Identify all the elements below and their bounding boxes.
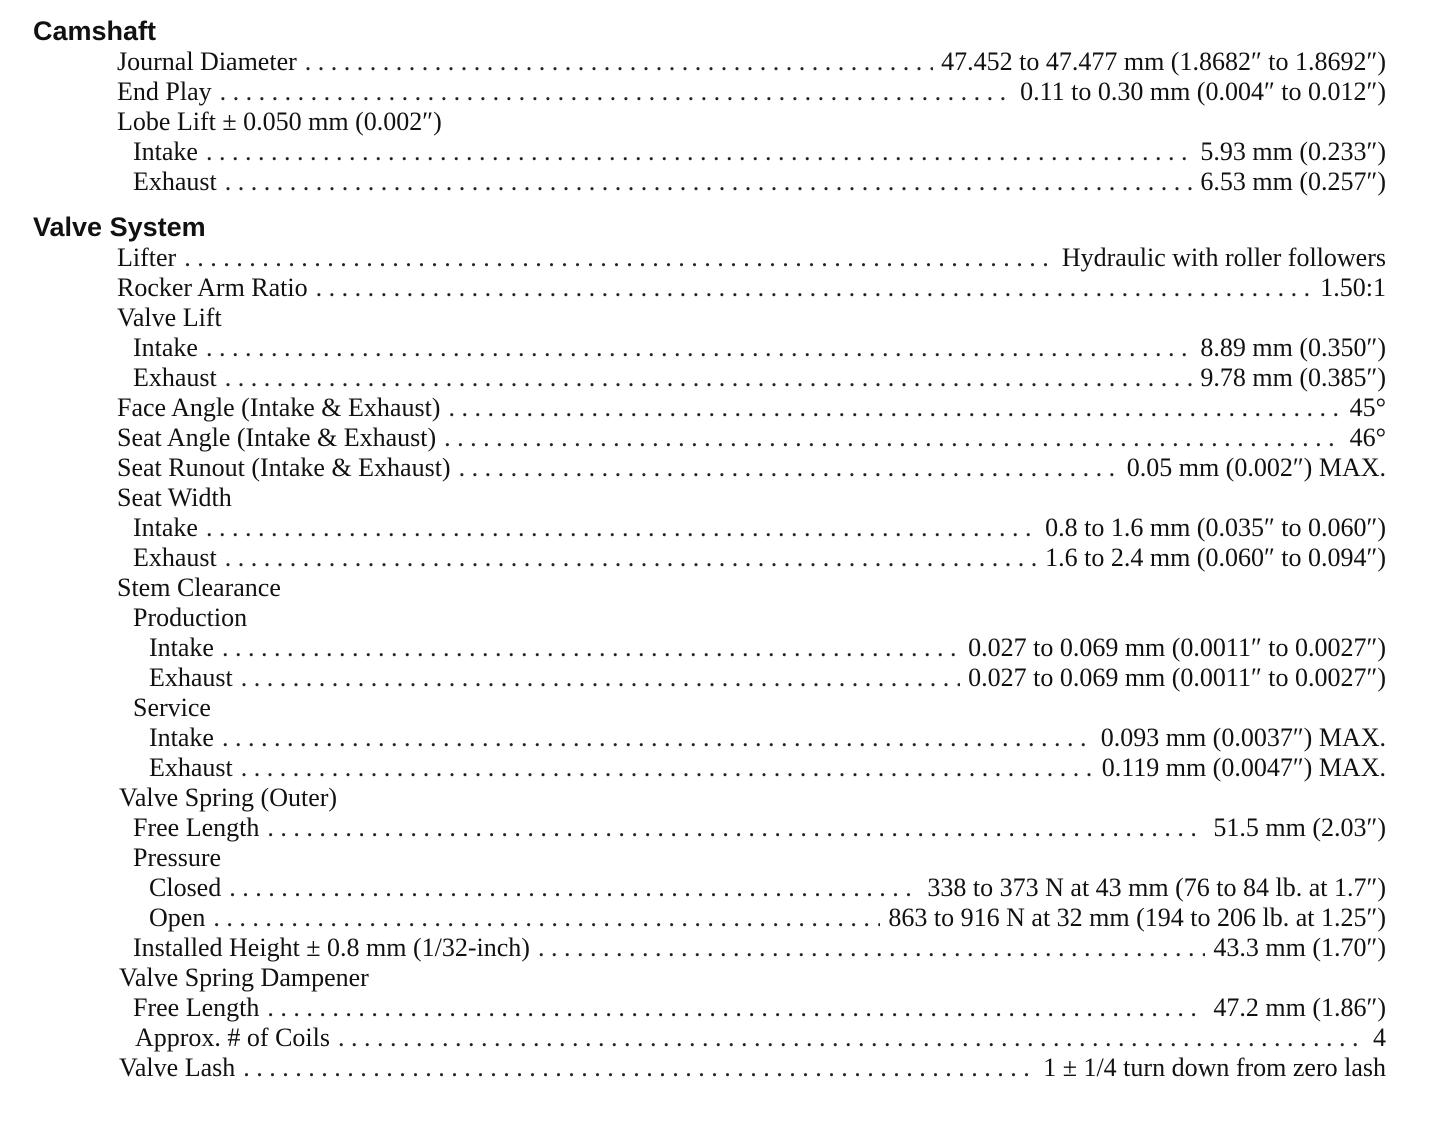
spec-label: Exhaust: [149, 663, 233, 692]
spec-label: End Play: [117, 77, 212, 106]
leader-dots: [184, 243, 1054, 273]
spec-row-lobe-lift-exhaust: [0, 167, 1456, 197]
spec-row-seat-width-intake: [0, 513, 1456, 543]
spec-heading-pressure: Pressure: [133, 843, 222, 872]
leader-dots: [305, 47, 933, 77]
spec-heading-stem-clearance: Stem Clearance: [117, 573, 281, 602]
spec-label: Exhaust: [149, 753, 233, 782]
leader-dots: [241, 663, 960, 693]
spec-value: 5.93 mm (0.233″): [1200, 137, 1386, 166]
spec-row-dampener-free-length: [0, 993, 1456, 1023]
spec-value: 51.5 mm (2.03″): [1213, 813, 1386, 842]
leader-dots: [225, 363, 1193, 393]
spec-value: 0.119 mm (0.0047″) MAX.: [1101, 753, 1386, 782]
section-title-valve-system: Valve System: [33, 212, 206, 242]
spec-label: Intake: [133, 513, 198, 542]
leader-dots: [444, 423, 1341, 453]
spec-label: Exhaust: [133, 363, 217, 392]
leader-dots: [316, 273, 1313, 303]
leader-dots: [243, 1053, 1035, 1083]
spec-row-valve-lash: [0, 1053, 1456, 1083]
spec-row-end-play: [0, 77, 1456, 107]
spec-row-valve-lift-intake: [0, 333, 1456, 363]
spec-label: Open: [149, 903, 206, 932]
spec-row-lobe-lift-intake: [0, 137, 1456, 167]
spec-row-face-angle: [0, 393, 1456, 423]
spec-label: Exhaust: [133, 543, 217, 572]
spec-value: 0.027 to 0.069 mm (0.0011″ to 0.0027″): [968, 663, 1386, 692]
spec-label: Free Length: [133, 993, 260, 1022]
spec-value: 1.50:1: [1320, 273, 1386, 302]
spec-heading-valve-lift: Valve Lift: [117, 303, 222, 332]
spec-label: Exhaust: [133, 167, 217, 196]
spec-label: Installed Height ± 0.8 mm (1/32-inch): [133, 933, 530, 962]
spec-label: Seat Runout (Intake & Exhaust): [117, 453, 451, 482]
spec-row-seat-width-exhaust: [0, 543, 1456, 573]
spec-row-installed-height: [0, 933, 1456, 963]
spec-value: 9.78 mm (0.385″): [1200, 363, 1386, 392]
leader-dots: [222, 633, 960, 663]
spec-label: Closed: [149, 873, 222, 902]
spec-heading-lobe-lift: Lobe Lift ± 0.050 mm (0.002″): [117, 107, 442, 136]
spec-row-valve-lift-exhaust: [0, 363, 1456, 393]
spec-value: 6.53 mm (0.257″): [1200, 167, 1386, 196]
section-title-camshaft: Camshaft: [33, 16, 157, 46]
spec-row-service-intake: [0, 723, 1456, 753]
spec-value: Hydraulic with roller followers: [1061, 243, 1386, 272]
leader-dots: [206, 137, 1192, 167]
leader-dots: [338, 1023, 1365, 1053]
spec-row-spring-free-length: [0, 813, 1456, 843]
leader-dots: [225, 543, 1037, 573]
leader-dots: [206, 333, 1192, 363]
spec-label: Lifter: [117, 243, 177, 272]
spec-value: 45°: [1349, 393, 1386, 422]
spec-value: 0.11 to 0.30 mm (0.004″ to 0.012″): [1020, 77, 1386, 106]
leader-dots: [241, 753, 1094, 783]
spec-row-seat-angle: [0, 423, 1456, 453]
spec-value: 47.2 mm (1.86″): [1213, 993, 1386, 1022]
leader-dots: [267, 813, 1205, 843]
spec-row-rocker-arm-ratio: [0, 273, 1456, 303]
spec-label: Face Angle (Intake & Exhaust): [117, 393, 441, 422]
spec-value: 338 to 373 N at 43 mm (76 to 84 lb. at 1.7″): [927, 873, 1386, 902]
spec-row-lifter: [0, 243, 1456, 273]
spec-value: 8.89 mm (0.350″): [1200, 333, 1386, 362]
spec-row-production-intake: [0, 633, 1456, 663]
spec-label: Rocker Arm Ratio: [117, 273, 308, 302]
spec-label: Approx. # of Coils: [135, 1023, 330, 1052]
spec-label: Intake: [149, 723, 214, 752]
spec-value: 46°: [1349, 423, 1386, 452]
leader-dots: [229, 873, 919, 903]
spec-value: 1.6 to 2.4 mm (0.060″ to 0.094″): [1045, 543, 1386, 572]
spec-value: 0.8 to 1.6 mm (0.035″ to 0.060″): [1045, 513, 1386, 542]
spec-label: Valve Lash: [119, 1053, 236, 1082]
leader-dots: [220, 77, 1012, 107]
spec-value: 47.452 to 47.477 mm (1.8682″ to 1.8692″): [941, 47, 1386, 76]
spec-row-service-exhaust: [0, 753, 1456, 783]
spec-heading-service: Service: [133, 693, 211, 722]
spec-value: 0.05 mm (0.002″) MAX.: [1126, 453, 1386, 482]
leader-dots: [225, 167, 1193, 197]
spec-label: Intake: [133, 333, 198, 362]
spec-row-production-exhaust: [0, 663, 1456, 693]
spec-row-journal-diameter: [0, 47, 1456, 77]
leader-dots: [538, 933, 1205, 963]
spec-row-seat-runout: [0, 453, 1456, 483]
leader-dots: [206, 513, 1037, 543]
spec-value: 43.3 mm (1.70″): [1213, 933, 1386, 962]
leader-dots: [267, 993, 1205, 1023]
spec-row-coils: [0, 1023, 1456, 1053]
leader-dots: [448, 393, 1341, 423]
spec-value: 0.027 to 0.069 mm (0.0011″ to 0.0027″): [968, 633, 1386, 662]
spec-value: 1 ± 1/4 turn down from zero lash: [1043, 1053, 1386, 1082]
leader-dots: [213, 903, 880, 933]
spec-value: 4: [1373, 1023, 1386, 1052]
leader-dots: [459, 453, 1119, 483]
spec-heading-valve-spring-outer: Valve Spring (Outer): [119, 783, 338, 812]
spec-label: Intake: [133, 137, 198, 166]
spec-label: Journal Diameter: [117, 47, 297, 76]
spec-heading-seat-width: Seat Width: [117, 483, 232, 512]
leader-dots: [222, 723, 1093, 753]
spec-label: Free Length: [133, 813, 260, 842]
spec-value: 0.093 mm (0.0037″) MAX.: [1100, 723, 1386, 752]
spec-heading-valve-spring-dampener: Valve Spring Dampener: [119, 963, 369, 992]
spec-value: 863 to 916 N at 32 mm (194 to 206 lb. at 1.25″): [888, 903, 1386, 932]
spec-label: Intake: [149, 633, 214, 662]
spec-heading-production: Production: [133, 603, 248, 632]
spec-label: Seat Angle (Intake & Exhaust): [117, 423, 437, 452]
spec-row-pressure-closed: [0, 873, 1456, 903]
spec-row-pressure-open: [0, 903, 1456, 933]
